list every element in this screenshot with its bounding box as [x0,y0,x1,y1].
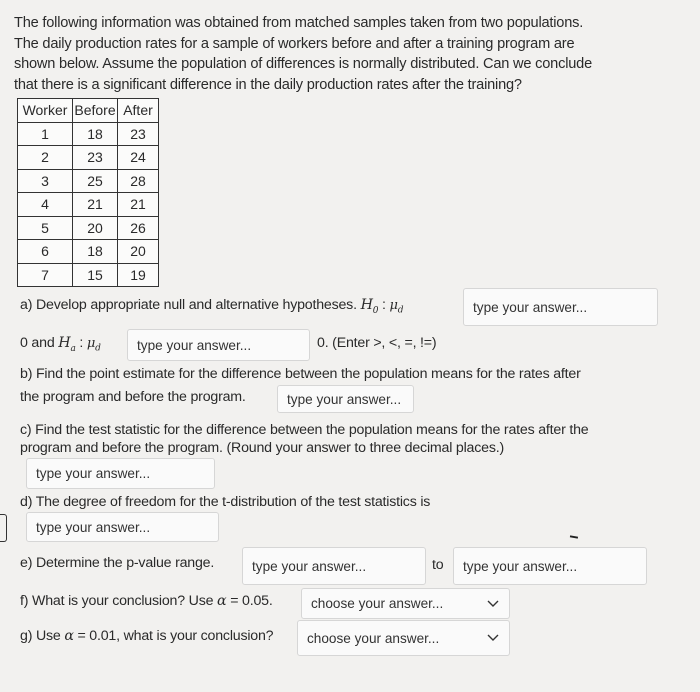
input-placeholder: type your answer... [36,466,151,481]
question-c-line1: c) Find the test statistic for the difference between the population means for the rates after the [20,422,589,438]
intro-line: shown below. Assume the population of differences is normally distributed. Can we conclude [14,56,592,72]
input-placeholder: type your answer... [137,337,252,353]
question-c-line2: program and before the program. (Round your answer to three decimal places.) [20,440,504,456]
question-f-label: f) What is your conclusion? Use α = 0.05. [20,593,273,609]
table-row [18,240,159,264]
colon: : [79,335,84,351]
mu-d-symbol: $\mu_d$ [86,336,101,354]
table-header-row [18,99,159,123]
column-header-worker: Worker [18,99,73,123]
table-cell: 21 [118,193,159,217]
question-g-label: g) Use α = 0.01, what is your conclusion? [20,628,274,644]
table-row [18,193,159,217]
table-cell: 7 [18,263,73,287]
question-d-line1: d) The degree of freedom for the t-distribution of the test statistics is [20,494,431,510]
chevron-down-icon [487,631,499,645]
question-b-line1: b) Find the point estimate for the difference between the population means for the rates after [20,366,581,382]
test-statistic-input[interactable] [26,458,215,489]
table-cell: 21 [73,193,118,217]
table-cell: 23 [73,146,118,170]
intro-line: The following information was obtained from matched samples taken from two populations. [14,15,584,31]
zero-and-text: 0 and [20,335,55,351]
conclusion-001-select[interactable] [297,620,510,656]
table-cell: 4 [18,193,73,217]
table-cell: 20 [73,216,118,240]
table-cell: 6 [18,240,73,264]
table-cell: 3 [18,169,73,193]
table-row [18,146,159,170]
select-value: choose your answer... [307,630,440,646]
select-value: choose your answer... [311,596,444,611]
question-a-text: a) Develop appropriate null and alternative hypotheses. [20,297,357,313]
question-b-line2: the program and before the program. [20,389,246,405]
question-e-label: e) Determine the p-value range. [20,555,215,571]
input-placeholder: type your answer... [473,299,588,315]
table-cell: 23 [118,122,159,146]
left-edge-marker [0,514,7,542]
intro-line: The daily production rates for a sample of workers before and after a training program are [14,35,575,52]
data-table [17,98,159,287]
table-cell: 24 [118,146,159,170]
table-cell: 18 [73,122,118,146]
p-value-from-input[interactable] [242,547,426,585]
point-estimate-input[interactable] [277,385,414,413]
table-cell: 28 [118,169,159,193]
table-cell: 18 [73,240,118,264]
table-row [18,122,159,146]
p-value-to-input[interactable] [453,547,647,585]
hypothesis-alternative-input[interactable] [127,329,310,361]
input-placeholder: type your answer... [463,558,578,574]
input-placeholder: type your answer... [252,558,367,574]
colon: : [382,297,386,313]
table-cell: 15 [73,263,118,287]
table-cell: 1 [18,122,73,146]
table-cell: 2 [18,146,73,170]
table-row [18,263,159,287]
question-a-line1 [20,297,403,316]
column-header-after: After [118,99,159,123]
ha-symbol: $H_a$ [58,335,76,354]
degrees-of-freedom-input[interactable] [26,512,219,542]
alpha-symbol: α [64,628,74,644]
table-row [18,169,159,193]
enter-hint: 0. (Enter >, <, =, !=) [317,335,437,351]
hypothesis-null-input[interactable] [463,288,658,326]
table-cell: 25 [73,169,118,193]
input-placeholder: type your answer... [287,391,402,407]
table-row [18,216,159,240]
table-cell: 20 [118,240,159,264]
to-text: to [432,557,444,573]
question-a-line2 [20,335,101,354]
h0-symbol: $H_0$ [360,297,379,316]
table-cell: 26 [118,216,159,240]
table-cell: 5 [18,216,73,240]
mu-d-symbol: $\mu_d$ [389,298,404,316]
input-placeholder: type your answer... [36,519,151,535]
problem-statement [14,13,684,95]
table-cell: 19 [118,263,159,287]
column-header-before: Before [73,99,118,123]
alpha-symbol: α [217,593,227,609]
conclusion-005-select[interactable] [301,588,510,619]
chevron-down-icon [487,597,499,611]
intro-line: that there is a significant difference in the daily production rates after the training? [14,76,522,93]
stray-mark [570,535,578,538]
